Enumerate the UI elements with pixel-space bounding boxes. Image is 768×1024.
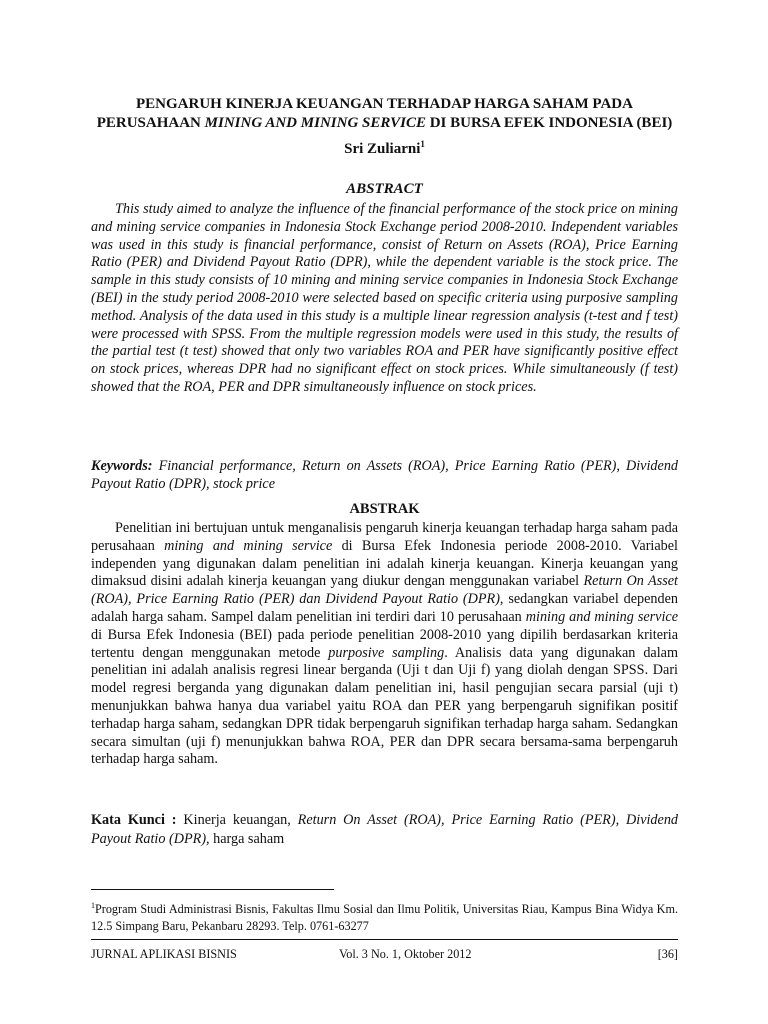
title-line-2-suffix: DI BURSA EFEK INDONESIA (BEI) — [425, 115, 673, 131]
footer-journal-name: JURNAL APLIKASI BISNIS — [91, 947, 237, 961]
keywords-text: Financial performance, Return on Assets (ROA), Price Earning Ratio (PER), Dividend Payout Ratio (DPR), stock price — [91, 458, 679, 492]
keywords-indonesian — [91, 811, 678, 848]
footnote-mark: 1 — [91, 901, 95, 910]
footer-page-number: [36] — [657, 947, 678, 961]
abstrak-seg-4-italic: purposive sampling — [328, 644, 445, 661]
abstrak-seg-1: Penelitian ini bertujuan untuk menganalisis pengaruh kinerja keuangan terhadap harga saham pada perusahaan — [91, 520, 678, 554]
title-line-2-italic: MINING AND MINING SERVICE — [204, 115, 426, 131]
kata-kunci-seg-1: Kinerja keuangan, — [176, 812, 298, 828]
abstract-english-text: This study aimed to analyze the influence of the financial performance of the stock price on mining and mining service companies in Indonesia Stock Exchange period 2008-2010. Independent variables was used in this study is financial performance, consist of Return on Assets (ROA), Price Earning Ratio (PER) and Dividend Payout Ratio (DPR), while the dependent variable is the stock price. The sample in this study consists of 10 mining and mining service companies in Indonesia Stock Exchange (BEI) in the study period 2008-2010 were selected based on specific criteria using purposive sampling method. Analysis of the data used in this study is a multiple linear regression analysis (t-test and f test) were processed with SPSS. From the multiple regression models were used in this study, the results of the partial test (t test) showed that only two variables ROA and PER have significantly positive effect on stock prices, whereas DPR had no significant effect on stock prices. While simultaneously (f test) showed that the ROA, PER and DPR simultaneously influence on stock prices. — [91, 201, 678, 395]
kata-kunci-label: Kata Kunci : — [91, 812, 177, 828]
author-line — [91, 135, 678, 159]
paper-title — [91, 95, 678, 133]
abstrak-heading: ABSTRAK — [349, 501, 420, 517]
kata-kunci-seg-2: harga saham — [209, 830, 285, 847]
abstrak-seg-2-italic: Return On Asset (ROA), Price Earning Ratio (PER) dan Dividend Payout Ratio (DPR), — [91, 573, 678, 608]
footnote — [91, 897, 678, 935]
abstrak-seg-3-italic: mining and mining service — [525, 608, 678, 625]
author-footnote-mark: 1 — [420, 139, 425, 149]
abstract-heading: ABSTRACT — [346, 181, 423, 197]
footnote-text: Program Studi Administrasi Bisnis, Fakultas Ilmu Sosial dan Ilmu Politik, Universitas Riau, Kampus Bina Widya Km. 12.5 Simpang Baru, Pekanbaru 28293. Telp. 0761-63277 — [91, 902, 678, 934]
abstrak-seg-2: di Bursa Efek Indonesia periode 2008-2010. Variabel independen yang digunakan dalam penelitian ini adalah kinerja keuangan. Kinerja keuangan yang dimaksud disini adalah kinerja keuangan yang diukur dengan menggunakan variabel — [91, 537, 678, 590]
footer-divider — [91, 939, 678, 940]
title-line-1: PENGARUH KINERJA KEUANGAN TERHADAP HARGA SAHAM PADA — [136, 96, 633, 112]
title-line-2-prefix: PERUSAHAAN — [96, 115, 205, 131]
keywords-label: Keywords: — [91, 458, 153, 474]
abstrak-seg-5: . Analisis data yang digunakan dalam penelitian ini adalah analisis regresi linear berganda (Uji t dan Uji f) yang diolah dengan SPSS. Dari model regresi berganda yang digunakan dalam penelitian ini, hasil pengujian secara parsial (uji t) menunjukkan bahwa hanya dua variabel yaitu ROA dan PER yang berpengaruh signifikan positif terhadap harga saham, sedangkan DPR tidak berpengaruh signifikan terhadap harga saham. Sedangkan secara simultan (uji f) menunjukkan bahwa ROA, PER dan DPR secara bersama-sama berpengaruh terhadap harga saham. — [91, 644, 678, 768]
abstract-english — [91, 201, 678, 397]
abstrak-seg-4: di Bursa Efek Indonesia (BEI) pada periode penelitian 2008-2010 yang dipilih berdasarkan kriteria tertentu dengan menggunakan metode — [91, 626, 678, 661]
abstrak-seg-3: sedangkan variabel dependen adalah harga saham. Sampel dalam penelitian ini terdiri dari 10 perusahaan — [91, 591, 678, 625]
abstrak-seg-1-italic: mining and mining service — [164, 537, 333, 554]
abstrak-indonesian-paragraph — [91, 520, 678, 769]
author-name: Sri Zuliarni — [344, 141, 421, 157]
footer-volume: Vol. 3 No. 1, Oktober 2012 — [339, 947, 472, 961]
footnote-divider — [91, 889, 334, 890]
paper-page — [91, 0, 678, 1024]
abstrak-indonesian — [91, 520, 678, 769]
kata-kunci-italic: Return On Asset (ROA), Price Earning Ratio (PER), Dividend Payout Ratio (DPR), — [91, 812, 679, 847]
keywords-english — [91, 458, 678, 494]
title-line-2 — [91, 114, 678, 133]
